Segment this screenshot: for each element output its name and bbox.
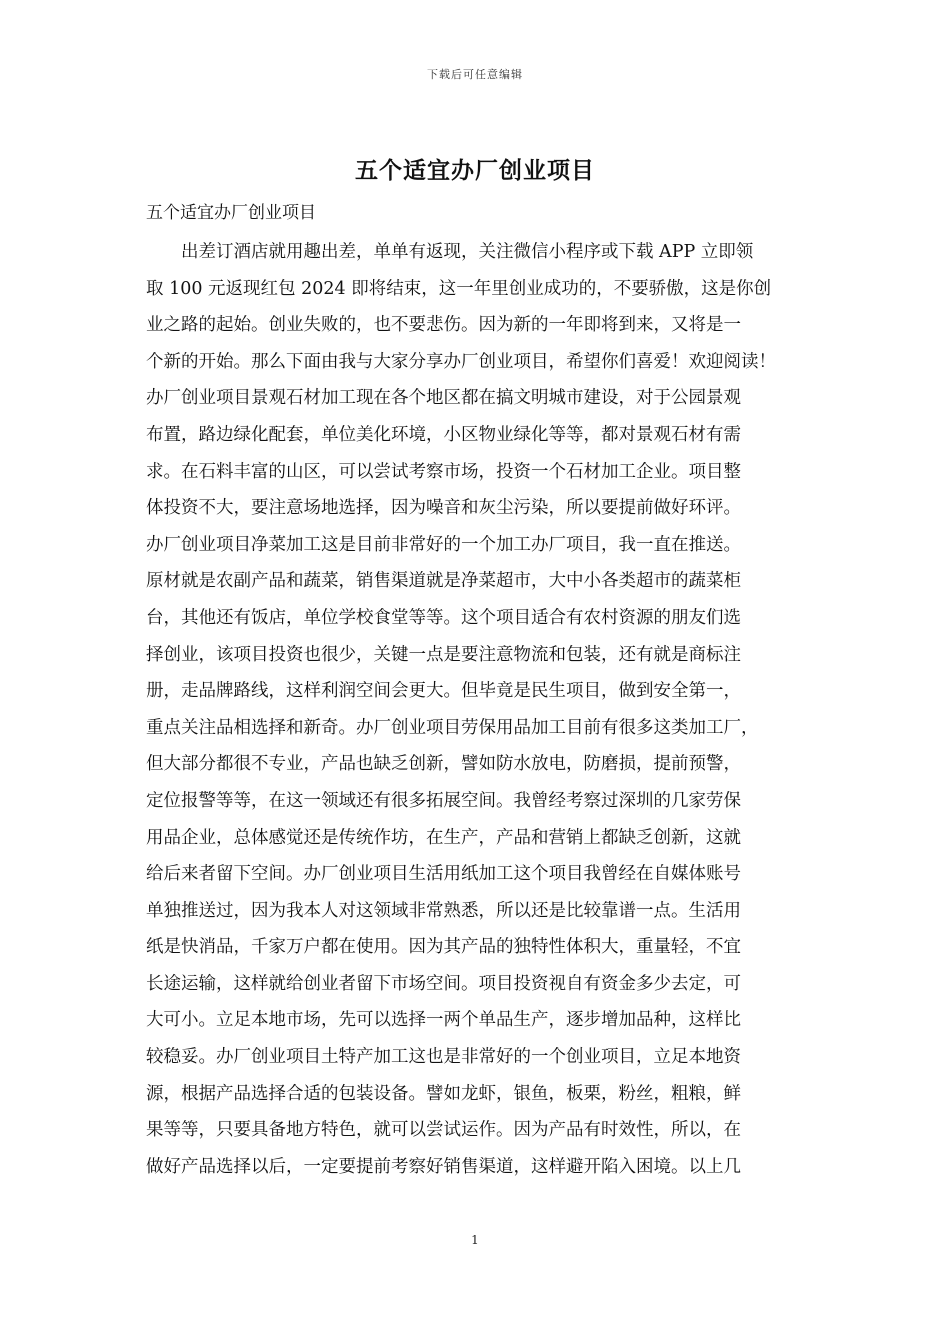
- body-line: 业之路的起始。创业失败的，也不要悲伤。因为新的一年即将到来，又将是一: [146, 315, 741, 336]
- body-line: 重点关注品相选择和新奇。办厂创业项目劳保用品加工目前有很多这类加工厂，: [146, 717, 759, 738]
- body-line: 取 100 元返现红包 2024 即将结束，这一年里创业成功的，不要骄傲，这是你创: [146, 278, 772, 299]
- body-line: 体投资不大，要注意场地选择，因为噪音和灰尘污染，所以要提前做好环评。: [146, 498, 741, 519]
- body-line: 纸是快消品，千家万户都在使用。因为其产品的独特性体积大，重量轻，不宜: [146, 937, 741, 958]
- body-line: 布置，路边绿化配套，单位美化环境，小区物业绿化等等，都对景观石材有需: [146, 424, 741, 445]
- body-line: 个新的开始。那么下面由我与大家分享办厂创业项目，希望你们喜爱！欢迎阅读！: [146, 351, 776, 372]
- body-line: 单独推送过，因为我本人对这领域非常熟悉，所以还是比较靠谱一点。生活用: [146, 900, 741, 921]
- body-line: 源，根据产品选择合适的包装设备。譬如龙虾，银鱼，板栗，粉丝，粗粮，鲜: [146, 1083, 741, 1104]
- body-line: 出差订酒店就用趣出差，单单有返现，关注微信小程序或下载 APP 立即领: [181, 242, 754, 262]
- body-line: 册，走品牌路线，这样利润空间会更大。但毕竟是民生项目，做到安全第一，: [146, 681, 741, 702]
- body-line: 给后来者留下空间。办厂创业项目生活用纸加工这个项目我曾经在自媒体账号: [146, 864, 741, 885]
- body-line: 长途运输，这样就给创业者留下市场空间。项目投资视自有资金多少去定，可: [146, 973, 741, 994]
- body-line: 做好产品选择以后，一定要提前考察好销售渠道，这样避开陷入困境。以上几: [146, 1156, 741, 1177]
- document-title: 五个适宜办厂创业项目: [355, 157, 595, 184]
- header-note: 下载后可任意编辑: [427, 68, 523, 81]
- body-line: 择创业，该项目投资也很少，关键一点是要注意物流和包装，还有就是商标注: [146, 644, 741, 665]
- body-line: 求。在石料丰富的山区，可以尝试考察市场，投资一个石材加工企业。项目整: [146, 461, 741, 482]
- body-text: [146, 234, 808, 1185]
- body-line: 但大部分都很不专业，产品也缺乏创新，譬如防水放电，防磨损，提前预警，: [146, 754, 741, 775]
- body-line: 办厂创业项目净菜加工这是目前非常好的一个加工办厂项目，我一直在推送。: [146, 534, 741, 555]
- page-number: 1: [471, 1233, 479, 1247]
- body-line: 台，其他还有饭店，单位学校食堂等等。这个项目适合有农村资源的朋友们选: [146, 607, 741, 628]
- document-subtitle: 五个适宜办厂创业项目: [146, 203, 316, 223]
- body-line: 办厂创业项目景观石材加工现在各个地区都在搞文明城市建设，对于公园景观: [146, 388, 741, 409]
- body-line: 果等等，只要具备地方特色，就可以尝试运作。因为产品有时效性，所以，在: [146, 1120, 741, 1141]
- body-line: 定位报警等等，在这一领域还有很多拓展空间。我曾经考察过深圳的几家劳保: [146, 790, 741, 811]
- body-line: 原材就是农副产品和蔬菜，销售渠道就是净菜超市，大中小各类超市的蔬菜柜: [146, 571, 741, 592]
- body-line: 用品企业，总体感觉还是传统作坊，在生产，产品和营销上都缺乏创新，这就: [146, 827, 741, 848]
- body-line: 较稳妥。办厂创业项目土特产加工这也是非常好的一个创业项目，立足本地资: [146, 1047, 741, 1068]
- body-line: 大可小。立足本地市场，先可以选择一两个单品生产，逐步增加品种，这样比: [146, 1010, 741, 1031]
